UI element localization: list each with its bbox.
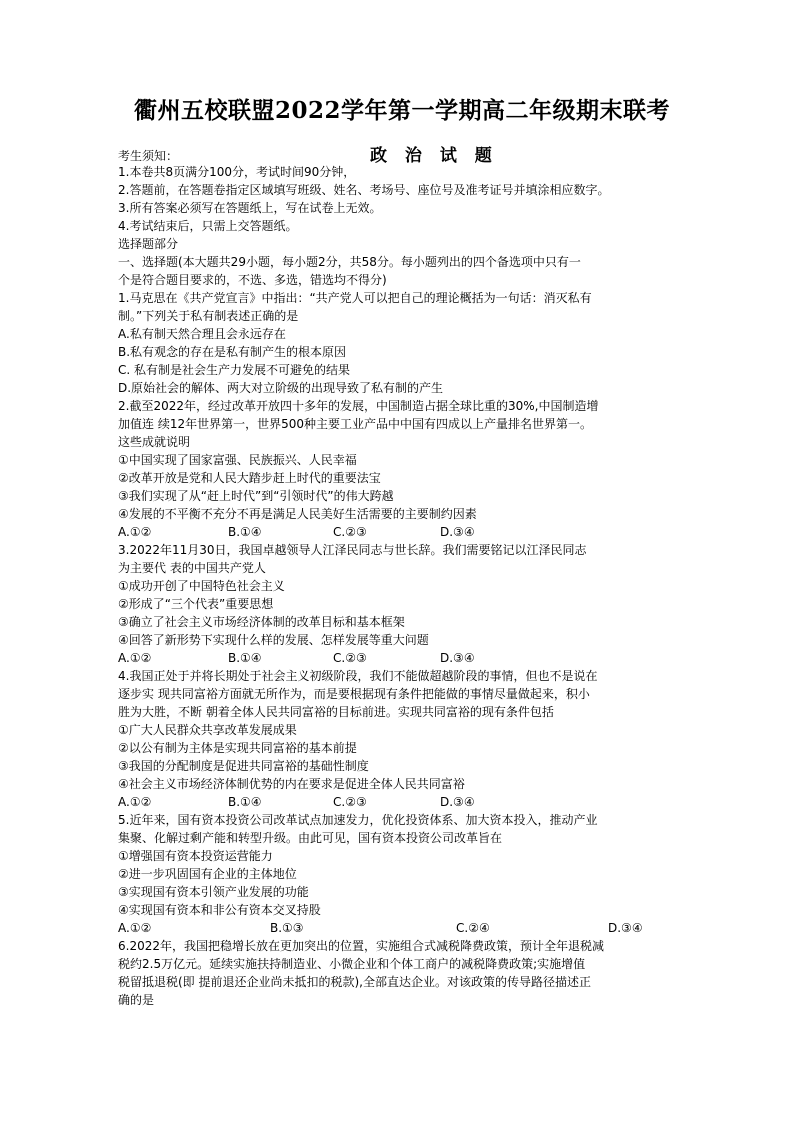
choice-item: D.原始社会的解体、两大对立阶级的出现导致了私有制的产生 xyxy=(118,381,444,395)
question-stem: 制。”下列关于私有制表述正确的是 xyxy=(118,309,299,323)
question-stem: 逐步实 现共同富裕方面就无所作为，而是要根据现有条件把能做的事情尽量做起来，积小 xyxy=(118,687,590,701)
option-b: B.①③ xyxy=(270,921,304,935)
statement-item: ②以公有制为主体是实现共同富裕的基本前提 xyxy=(118,741,357,755)
statement-item: ②改革开放是党和人民大踏步赶上时代的重要法宝 xyxy=(118,471,381,485)
answer-options xyxy=(118,919,684,937)
question-stem: 1.马克思在《共产党宣言》中指出：“共产党人可以把自己的理论概括为一句话：消灭私有 xyxy=(118,291,592,305)
notice-label: 考生须知： xyxy=(118,149,179,163)
option-c: C.②③ xyxy=(333,651,367,665)
notice-item: 1.本卷共8页满分100分，考试时间90分钟， xyxy=(118,165,356,179)
question-stem: 加值连 续12年世界第一，世界500种主要工业产品中中国有四成以上产量排名世界第一。 xyxy=(118,417,592,431)
choice-item: A.私有制天然合理且会永远存在 xyxy=(118,327,286,341)
option-c: C.②③ xyxy=(333,795,367,809)
question-stem: 3.2022年11月30日，我国卓越领导人江泽民同志与世长辞。我们需要铭记以江泽民同志 xyxy=(118,543,587,557)
notice-item: 3.所有答案必须写在答题纸上，写在试卷上无效。 xyxy=(118,201,382,215)
question-stem: 2.截至2022年，经过改革开放四十多年的发展，中国制造占据全球比重的30%,中国制造增 xyxy=(118,399,599,413)
section-intro-line: 一、选择题(本大题共29小题，每小题2分，共58分。每小题列出的四个备选项中只有一 xyxy=(118,255,581,269)
option-b: B.①④ xyxy=(228,525,262,539)
question-5 xyxy=(118,811,684,937)
choice-item: B.私有观念的存在是私有制产生的根本原因 xyxy=(118,345,347,359)
question-stem: 税约2.5万亿元。延续实施扶持制造业、小微企业和个体工商户的减税降费政策;实施增值 xyxy=(118,957,586,971)
statement-item: ①增强国有资本投资运营能力 xyxy=(118,849,273,863)
question-stem: 集聚、化解过剩产能和转型升级。由此可见，国有资本投资公司改革旨在 xyxy=(118,831,503,845)
question-stem: 胜为大胜，不断 朝着全体人民共同富裕的目标前进。实现共同富裕的现有条件包括 xyxy=(118,705,554,719)
option-a: A.①② xyxy=(118,651,152,665)
question-stem: 为主要代 表的中国共产党人 xyxy=(118,561,266,575)
option-d: D.③④ xyxy=(440,651,475,665)
choice-item: C. 私有制是社会生产力发展不可避免的结果 xyxy=(118,363,351,377)
notice-item: 4.考试结束后，只需上交答题纸。 xyxy=(118,219,298,233)
question-stem: 税留抵退税(即 提前退还企业尚未抵扣的税款),全部直达企业。对该政策的传导路径描述正 xyxy=(118,975,591,989)
statement-item: ②形成了“三个代表”重要思想 xyxy=(118,597,274,611)
notice-item: 2.答题前，在答题卷指定区域填写班级、姓名、考场号、座位号及准考证号并填涂相应数字。 xyxy=(118,183,610,197)
option-d: D.③④ xyxy=(608,921,643,935)
statement-item: ④实现国有资本和非公有资本交叉持股 xyxy=(118,903,321,917)
exam-title: 衢州五校联盟2022学年第一学期高二年级期末联考 xyxy=(133,97,670,124)
question-stem: 确的是 xyxy=(118,993,155,1007)
question-6 xyxy=(118,937,684,1009)
question-stem: 4.我国正处于并将长期处于社会主义初级阶段，我们不能做超越阶段的事情，但也不是说在 xyxy=(118,669,598,683)
statement-item: ③实现国有资本引领产业发展的功能 xyxy=(118,885,309,899)
question-3 xyxy=(118,541,684,667)
section-intro-line: 个是符合题目要求的，不选、多选，错选均不得分) xyxy=(118,273,387,287)
statement-item: ①成功开创了中国特色社会主义 xyxy=(118,579,285,593)
notice-list xyxy=(118,163,684,235)
question-stem: 5.近年来，国有资本投资公司改革试点加速发力，优化投资体系、加大资本投入，推动产业 xyxy=(118,813,598,827)
option-d: D.③④ xyxy=(440,795,475,809)
option-a: A.①② xyxy=(118,921,152,935)
statement-item: ①广大人民群众共享改革发展成果 xyxy=(118,723,297,737)
option-b: B.①④ xyxy=(228,795,262,809)
question-2 xyxy=(118,397,684,541)
statement-item: ①中国实现了国家富强、民族振兴、人民幸福 xyxy=(118,453,357,467)
statement-item: ④回答了新形势下实现什么样的发展、怎样发展等重大问题 xyxy=(118,633,429,647)
option-b: B.①④ xyxy=(228,651,262,665)
question-4 xyxy=(118,667,684,811)
answer-options xyxy=(118,793,684,811)
answer-options xyxy=(118,649,684,667)
statement-item: ③确立了社会主义市场经济体制的改革目标和基本框架 xyxy=(118,615,405,629)
option-c: C.②④ xyxy=(456,921,490,935)
statement-item: ④发展的不平衡不充分不再是满足人民美好生活需要的主要制约因素 xyxy=(118,507,477,521)
section-part: 选择题部分 xyxy=(118,237,179,251)
statement-item: ③我国的分配制度是促进共同富裕的基础性制度 xyxy=(118,759,369,773)
question-stem: 6.2022年，我国把稳增长放在更加突出的位置，实施组合式减税降费政策，预计全年退税减 xyxy=(118,939,604,953)
option-d: D.③④ xyxy=(440,525,475,539)
subject-title: 政 治 试 题 xyxy=(370,146,498,166)
statement-item: ③我们实现了从“赶上时代”到“引领时代”的伟大跨越 xyxy=(118,489,394,503)
question-stem: 这些成就说明 xyxy=(118,435,191,449)
statement-item: ②进一步巩固国有企业的主体地位 xyxy=(118,867,297,881)
option-a: A.①② xyxy=(118,525,152,539)
question-1 xyxy=(118,289,684,397)
notice-header xyxy=(118,141,684,166)
exam-page xyxy=(118,92,684,1009)
option-c: C.②③ xyxy=(333,525,367,539)
option-a: A.①② xyxy=(118,795,152,809)
statement-item: ④社会主义市场经济体制优势的内在要求是促进全体人民共同富裕 xyxy=(118,777,465,791)
answer-options xyxy=(118,523,684,541)
